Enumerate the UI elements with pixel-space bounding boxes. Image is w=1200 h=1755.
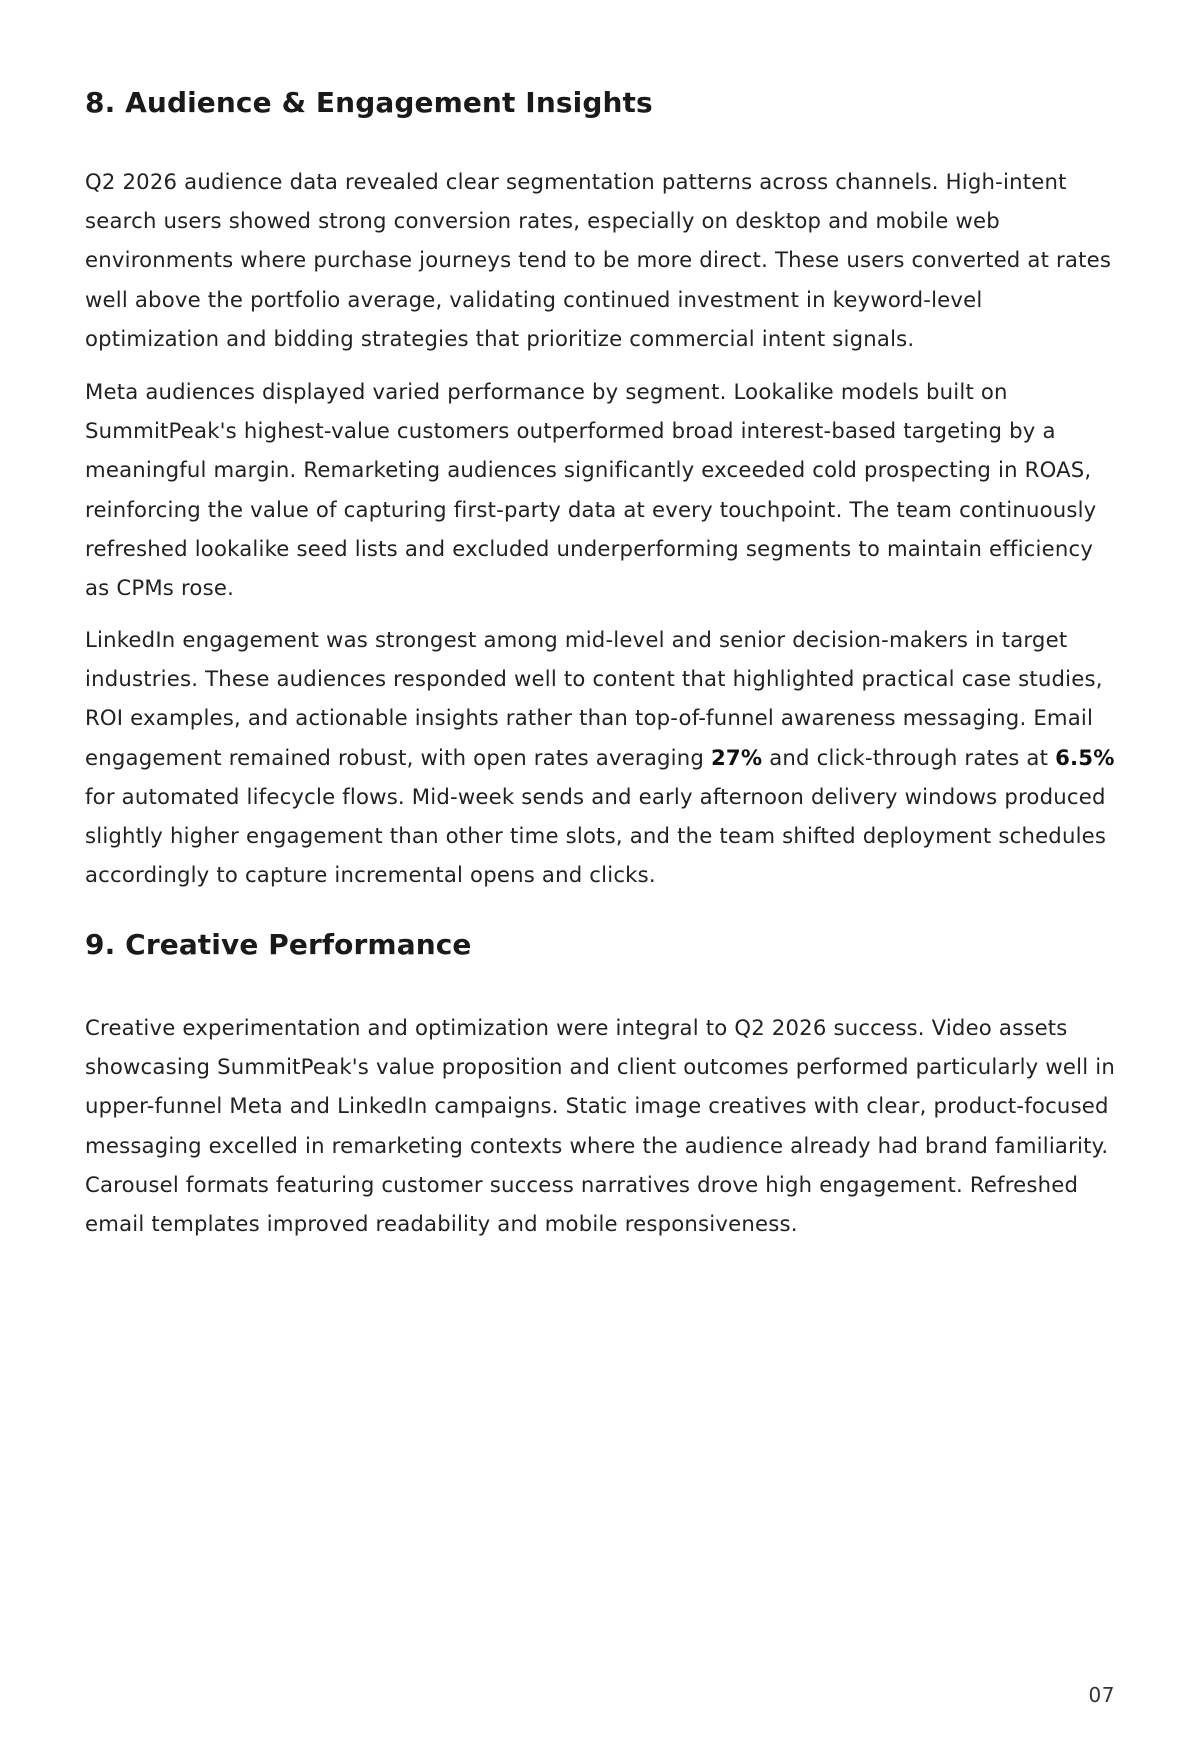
page-number: 07: [1088, 1683, 1115, 1707]
section-9-heading: 9. Creative Performance: [85, 928, 472, 961]
section-8-heading: 8. Audience & Engagement Insights: [85, 86, 653, 119]
section-8-paragraph-1: Q2 2026 audience data revealed clear segmentation patterns across channels. High-intent search users showed strong conversion rates, especially on desktop and mobile web environments where purchase journeys tend to be more direct. These users converted at rates well above the portfolio average, validating continued investment in keyword-level optimization and bidding strategies that prioritize commercial intent signals.: [85, 169, 1112, 351]
paragraph-text: and click-through rates at: [762, 744, 1056, 770]
section-8-paragraph-2: Meta audiences displayed varied performance by segment. Lookalike models built on SummitPeak's highest-value customers outperformed broad interest-based targeting by a meaningful margin. Remarketing audiences significantly exceeded cold prospecting in ROAS, reinforcing the value of capturing first-party data at every touchpoint. The team continuously refreshed lookalike seed lists and excluded underperforming segments to maintain efficiency as CPMs rose.: [85, 379, 1097, 601]
section-9-paragraph-1: Creative experimentation and optimization were integral to Q2 2026 success. Video assets showcasing SummitPeak's value proposition and client outcomes performed particularly well in upper-funnel Meta and LinkedIn campaigns. Static image creatives with clear, product-focused messaging excelled in remarketing contexts where the audience already had brand familiarity. Carousel formats featuring customer success narratives drove high engagement. Refreshed email templates improved readability and mobile responsiveness.: [85, 1015, 1115, 1237]
paragraph-text: LinkedIn engagement was strongest among mid-level and senior decision-makers in target industries. These audiences responded well to content that highlighted practical case studies, ROI examples, and actionable insights rather than top-of-funnel awareness messaging. Email engagement remained robust, with open rates averaging: [85, 627, 1103, 770]
section-8-paragraph-3: [85, 620, 1115, 894]
paragraph-text: for automated lifecycle flows. Mid-week sends and early afternoon delivery windows produced slightly higher engagement than other time slots, and the team shifted deployment schedules accordingly to capture incremental opens and clicks.: [85, 783, 1107, 888]
open-rate-value: 27%: [710, 744, 763, 770]
click-through-rate-value: 6.5%: [1055, 744, 1115, 770]
